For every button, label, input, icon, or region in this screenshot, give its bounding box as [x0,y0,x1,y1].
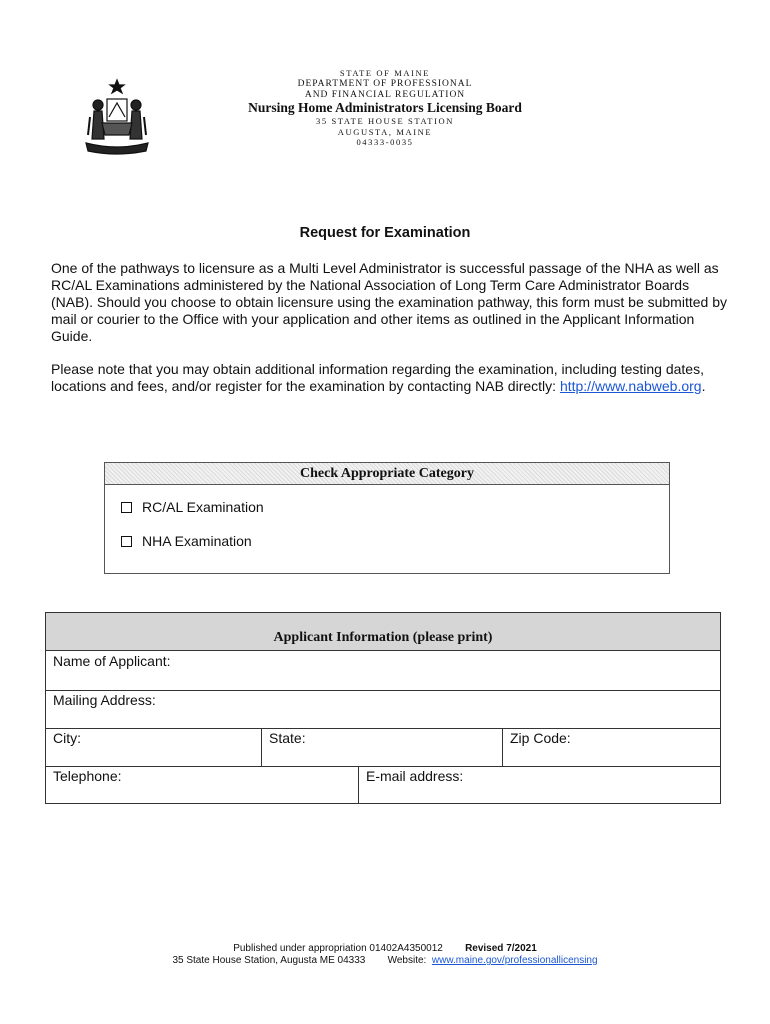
email-label: E-mail address: [366,768,464,784]
email-field[interactable] [358,766,720,803]
board-name: Nursing Home Administrators Licensing Board [248,100,522,115]
footer-address: 35 State House Station, Augusta ME 04333 [172,955,366,966]
contact-row [46,766,720,803]
footer-published: Published under appropriation 01402A4350012 [233,943,443,954]
mailing-label: Mailing Address: [53,692,156,708]
category-box [104,462,670,574]
header-city: AUGUSTA, MAINE [337,127,433,137]
footer-website-link[interactable]: www.maine.gov/professionallicensing [431,955,598,966]
mailing-row[interactable] [46,690,720,729]
note-suffix: . [701,378,706,394]
zip-field[interactable] [502,728,720,766]
nha-checkbox[interactable] [121,536,132,547]
telephone-field[interactable] [46,766,358,803]
footer-line-1 [0,943,770,955]
applicant-info-table [45,612,721,804]
maine-state-seal-icon [80,77,154,159]
header-state: STATE OF MAINE [339,68,431,78]
header-department: DEPARTMENT OF PROFESSIONAL [297,79,473,89]
city-state-zip-row [46,728,720,767]
city-label: City: [53,730,81,746]
state-field[interactable] [261,728,502,766]
intro-paragraph: One of the pathways to licensure as a Multi Level Administrator is successful passage of the NHA as well as RC/AL Examinations administered by the National Association of Long Term Care Administrator Boards (NAB). Should you choose to obtain licensure using the examination pathway, this form must be submitted by mail or courier to the Office with your application and other items as outlined in the Applicant Information Guide. [51,260,727,344]
footer-website-label: Website: [387,955,427,966]
nab-website-link[interactable]: http://www.nabweb.org [559,378,702,394]
page-title: Request for Examination [299,225,471,241]
rcal-label: RC/AL Examination [142,499,264,515]
footer-line-2 [0,955,770,967]
category-heading: Check Appropriate Category [105,463,669,485]
nha-label: NHA Examination [142,533,252,549]
note-paragraph [51,361,731,395]
header-zip: 04333-0035 [356,137,414,147]
note-text: Please note that you may obtain additional information regarding the examination, including testing dates, locations and fees, and/or register for the examination by contacting NAB directly: [51,361,704,394]
state-label: State: [269,730,306,746]
rcal-checkbox[interactable] [121,502,132,513]
header-address: 35 STATE HOUSE STATION [316,116,454,126]
footer-revised: Revised 7/2021 [465,943,537,954]
header-regulation: AND FINANCIAL REGULATION [304,90,466,100]
telephone-label: Telephone: [53,768,122,784]
option-rcal[interactable] [121,499,264,515]
applicant-heading: Applicant Information (please print) [46,613,720,651]
option-nha[interactable] [121,533,252,549]
city-field[interactable] [46,728,261,766]
name-row[interactable] [46,651,720,691]
name-label: Name of Applicant: [53,653,171,669]
zip-label: Zip Code: [510,730,571,746]
